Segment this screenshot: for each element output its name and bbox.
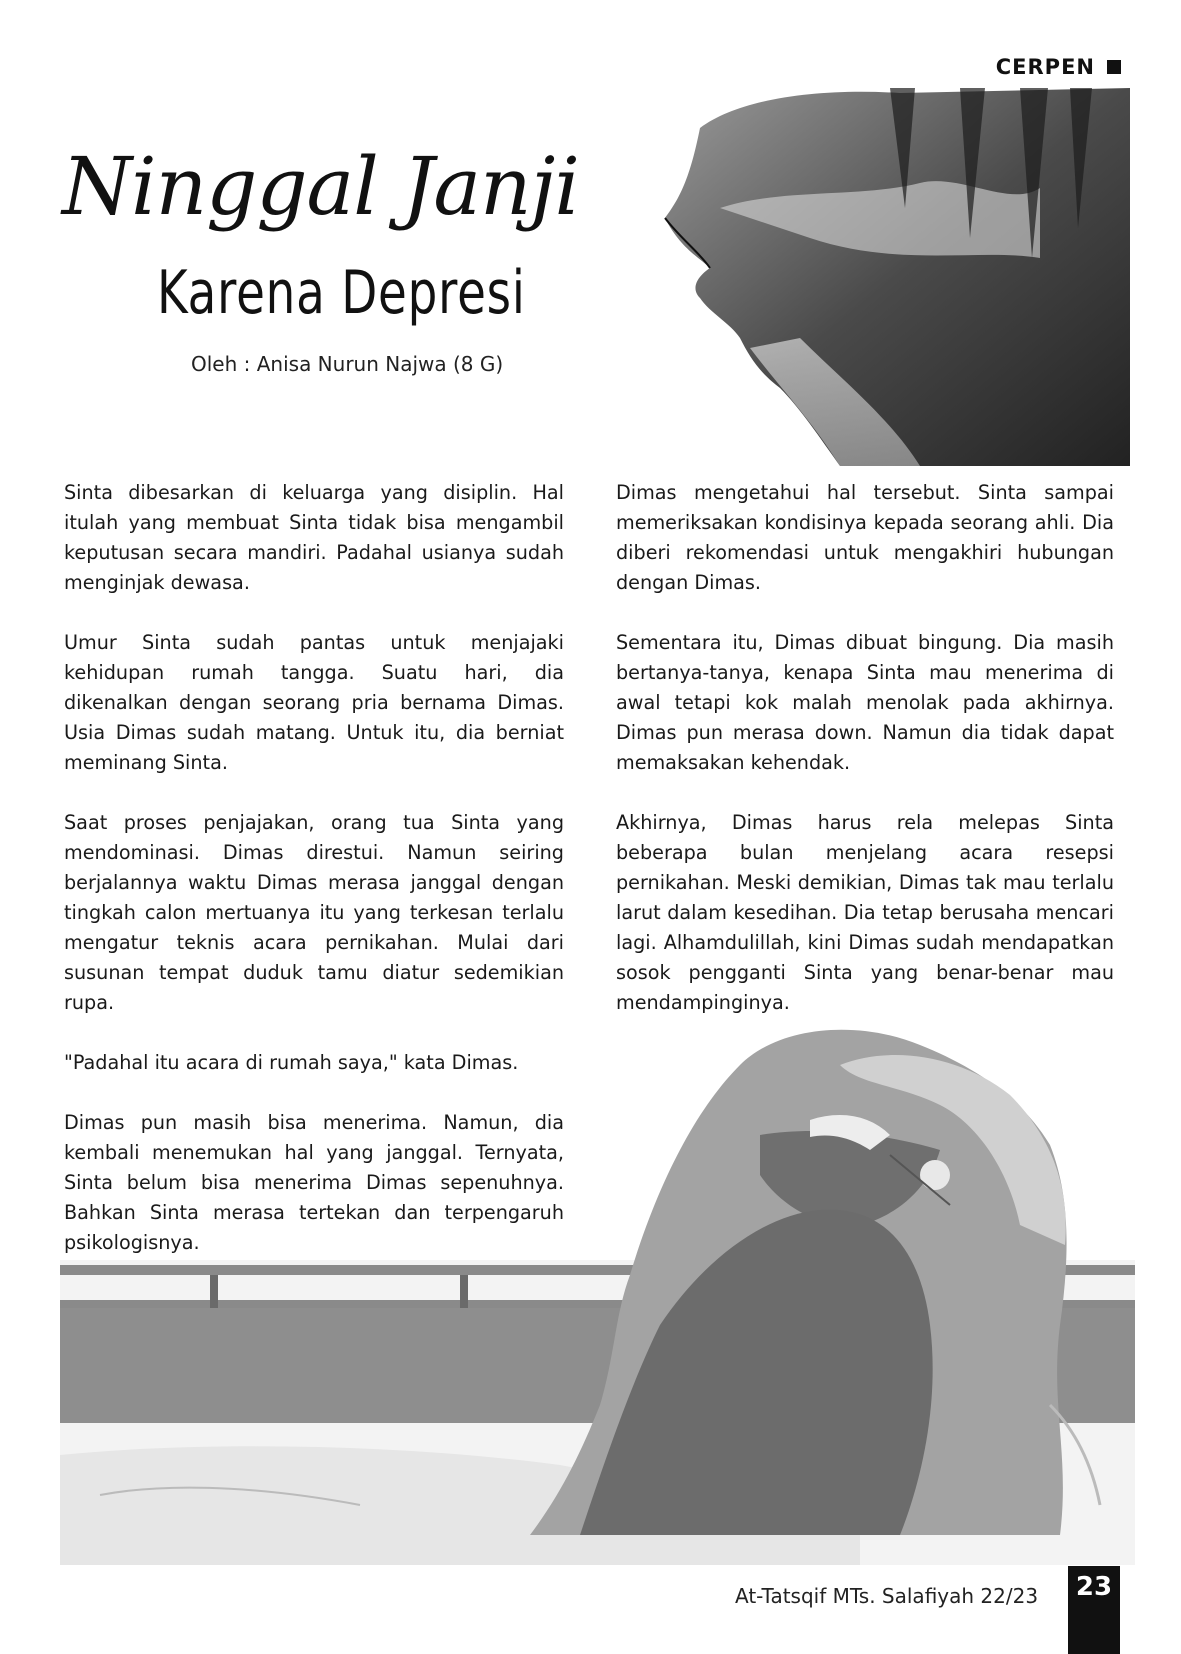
- right-column: [616, 478, 1114, 1048]
- section-label-text: CERPEN: [995, 55, 1095, 79]
- scene-illustration: [60, 1025, 1135, 1565]
- paragraph: Umur Sinta sudah pantas untuk menjajaki kehidupan rumah tangga. Suatu hari, dia dikenalkan dengan seorang pria bernama Dimas. Usia Dimas sudah matang. Untuk itu, dia berniat meminang Sinta.: [64, 631, 564, 774]
- paragraph: Dimas mengetahui hal tersebut. Sinta sampai memeriksakan kondisinya kepada seorang ahli. Dia diberi rekomendasi untuk mengakhiri hubungan dengan Dimas.: [616, 481, 1114, 594]
- article-title-line1: Ninggal Janji: [62, 140, 579, 233]
- face-illustration: [660, 88, 1130, 466]
- publication-name: At-Tatsqif MTs. Salafiyah 22/23: [735, 1584, 1039, 1608]
- paragraph: Sementara itu, Dimas dibuat bingung. Dia masih bertanya-tanya, kenapa Sinta mau menerima di awal tetapi kok malah menolak pada akhirnya. Dimas pun merasa down. Namun dia tidak dapat memaksakan kehendak.: [616, 631, 1114, 774]
- page-number: 23: [1068, 1566, 1120, 1654]
- square-icon: [1107, 60, 1121, 74]
- paragraph: Dimas pun masih bisa menerima. Namun, dia kembali menemukan hal yang janggal. Ternyata, Sinta belum bisa menerima Dimas sepenuhnya. Bahkan Sinta merasa tertekan dan terpengaruh psikologisnya.: [64, 1111, 564, 1254]
- article-title-line2: Karena Depresi: [157, 258, 526, 328]
- paragraph: Sinta dibesarkan di keluarga yang disiplin. Hal itulah yang membuat Sinta tidak bisa mengambil keputusan secara mandiri. Padahal usianya sudah menginjak dewasa.: [64, 481, 564, 594]
- paragraph: "Padahal itu acara di rumah saya," kata Dimas.: [64, 1051, 519, 1074]
- paragraph: Akhirnya, Dimas harus rela melepas Sinta beberapa bulan menjelang acara resepsi pernikahan. Meski demikian, Dimas tak mau terlalu larut dalam kesedihan. Dia tetap berusaha mencari lagi. Alhamdulillah, kini Dimas sudah mendapatkan sosok pengganti Sinta yang benar-benar mau mendampinginya.: [616, 811, 1114, 1014]
- byline: Oleh : Anisa Nurun Najwa (8 G): [191, 352, 504, 376]
- paragraph: Saat proses penjajakan, orang tua Sinta yang mendominasi. Dimas direstui. Namun seiring berjalannya waktu Dimas merasa janggal dengan tingkah calon mertuanya itu yang terkesan terlalu mengatur teknis acara pernikahan. Mulai dari susunan tempat duduk tamu diatur sedemikian rupa.: [64, 811, 564, 1014]
- section-label: [996, 55, 1121, 79]
